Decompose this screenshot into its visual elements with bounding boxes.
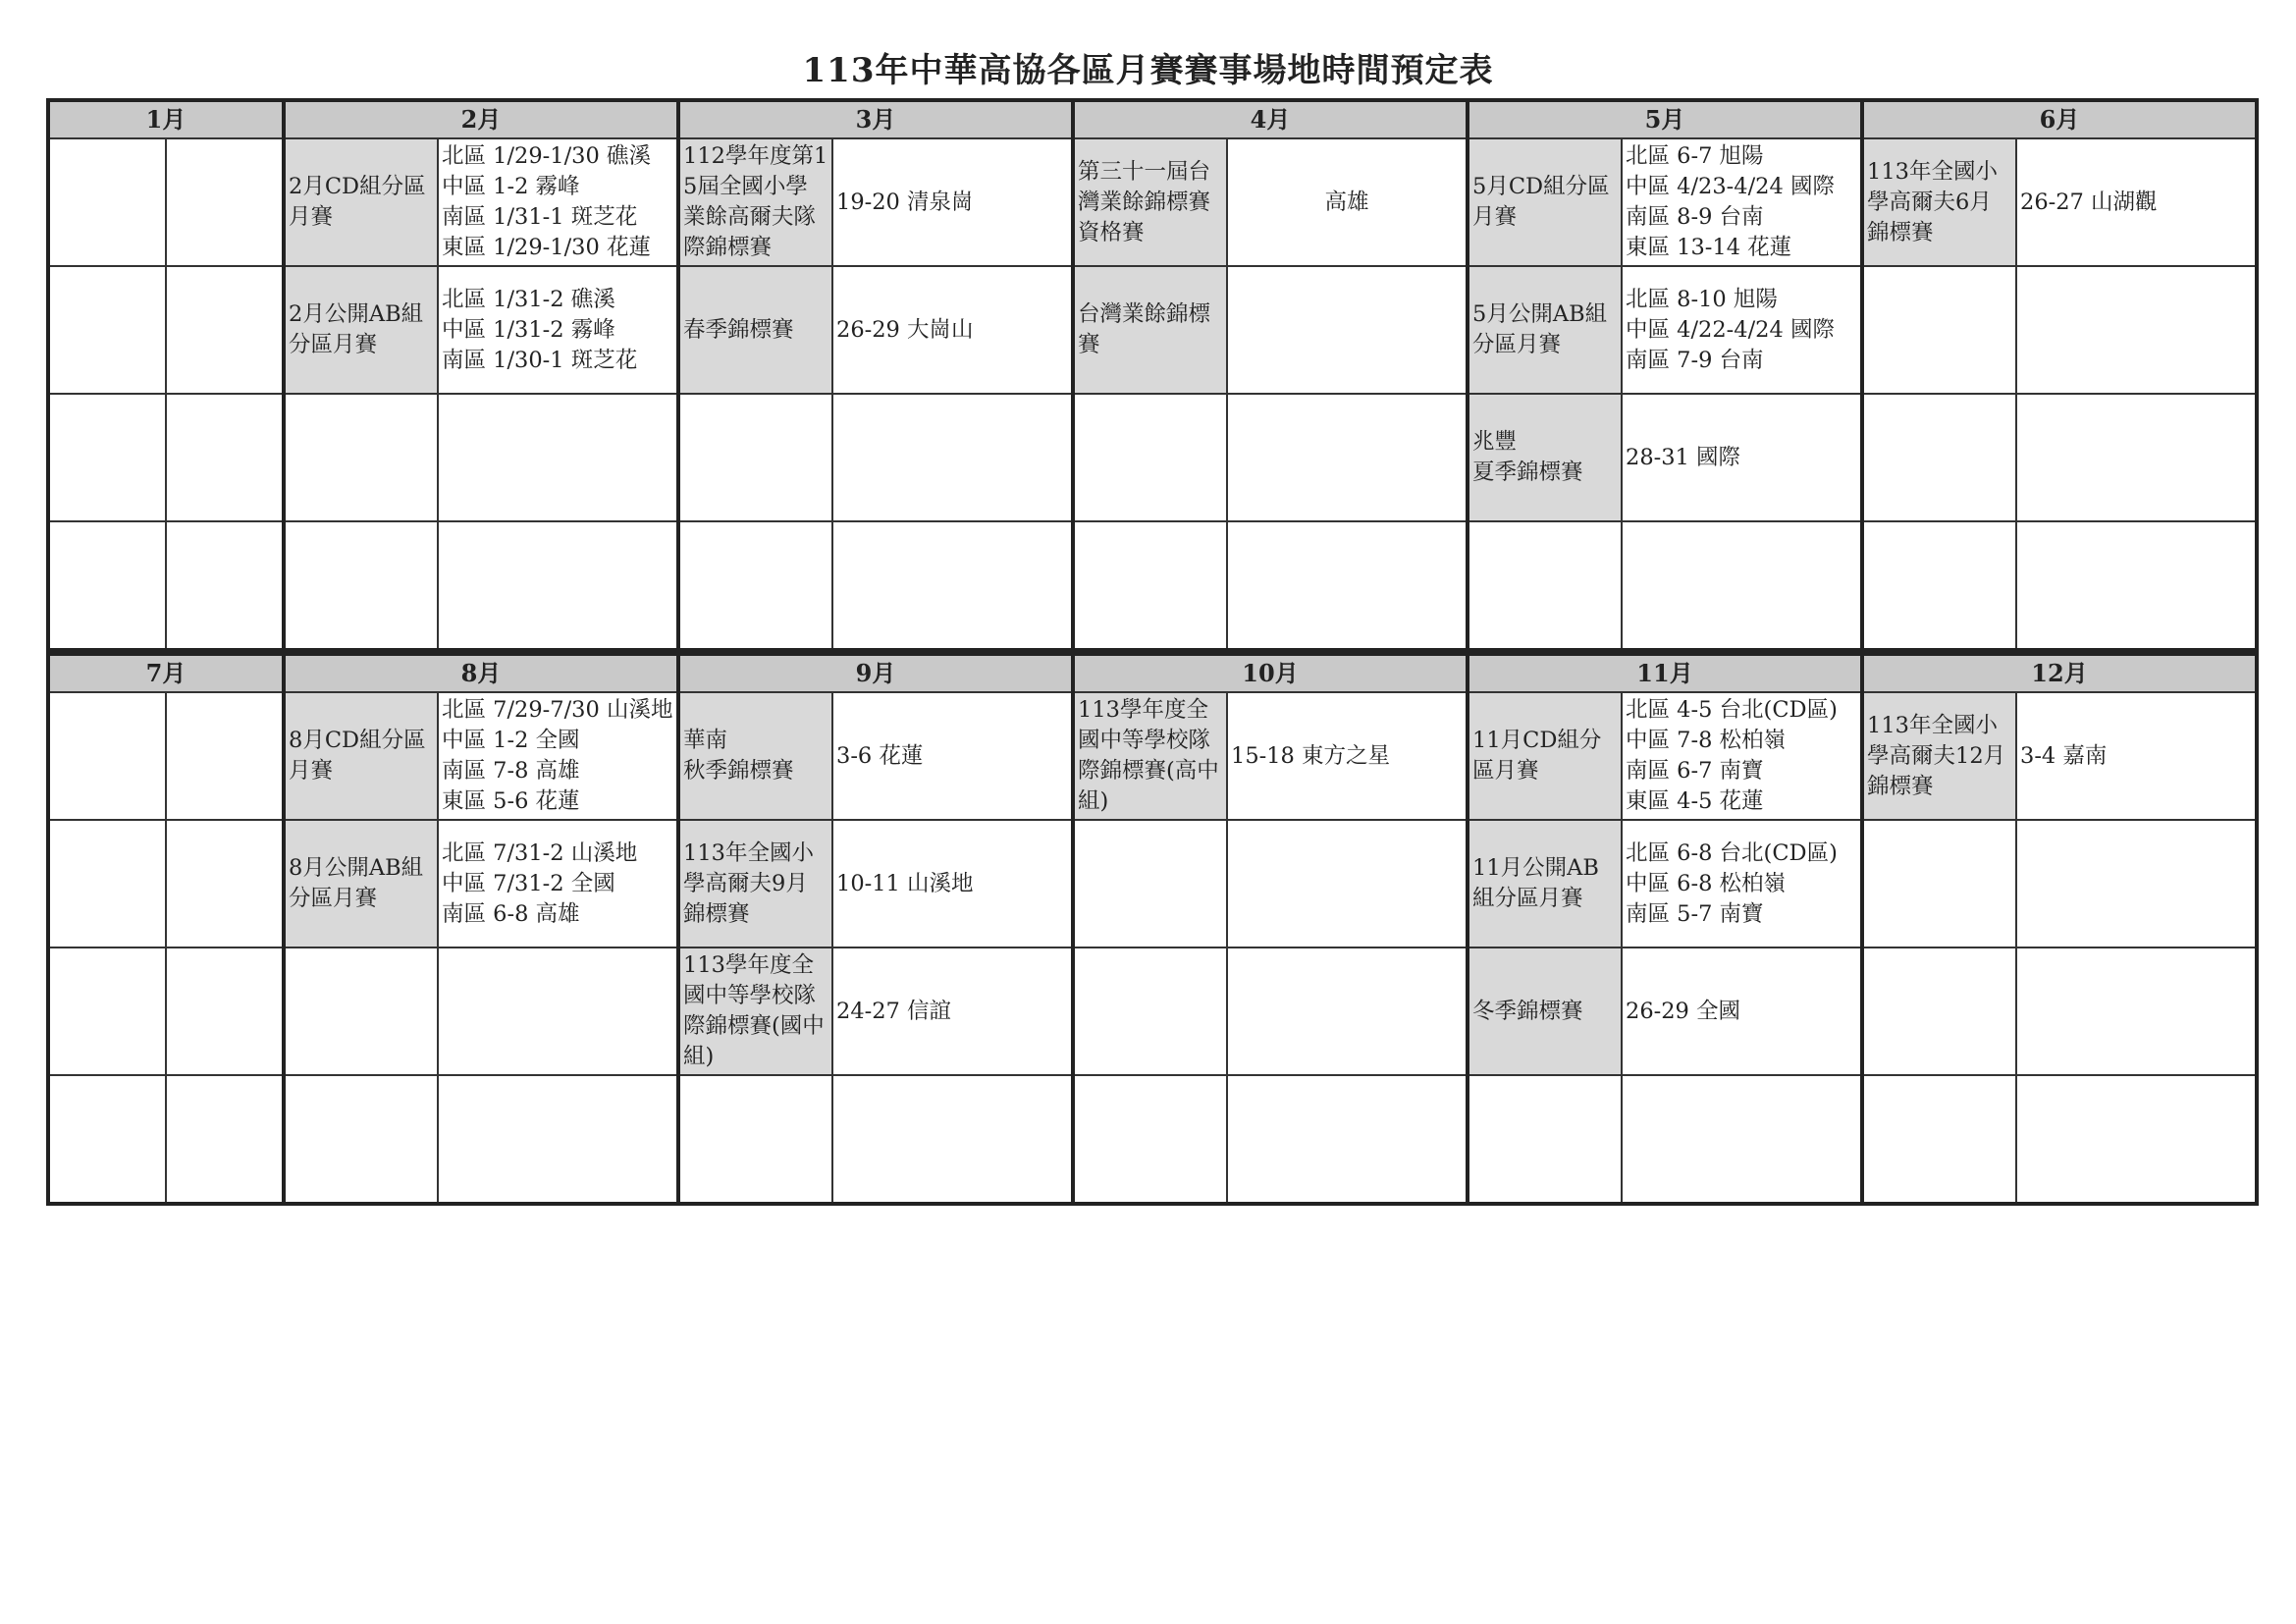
schedule-row — [48, 1075, 2257, 1204]
month-header: 11月 — [1468, 654, 1862, 692]
event-name-cell: 春季錦標賽 — [678, 266, 832, 394]
date-venue-cell — [438, 692, 678, 820]
event-name-cell — [48, 266, 166, 394]
date-venue-cell — [166, 138, 284, 266]
page-title: 113年中華高協各區月賽賽事場地時間預定表 — [802, 51, 1494, 90]
date-venue-cell — [1622, 1075, 1862, 1204]
event-name-cell — [284, 1075, 438, 1204]
event-name-cell — [678, 521, 832, 650]
date-venue-cell — [832, 692, 1073, 820]
date-venue-cell — [2016, 820, 2257, 947]
event-name-cell: 113年全國小學高爾夫12月錦標賽 — [1862, 692, 2016, 820]
date-venue-cell — [438, 947, 678, 1075]
event-name-cell — [48, 820, 166, 947]
month-header: 1月 — [48, 100, 284, 138]
date-venue-cell — [832, 947, 1073, 1075]
date-venue-cell — [166, 266, 284, 394]
date-venue-cell — [832, 138, 1073, 266]
event-name-cell: 113學年度全國中等學校隊際錦標賽(國中組) — [678, 947, 832, 1075]
date-venue-line: 南區 6-8 高雄 — [442, 900, 580, 927]
event-name-cell — [284, 521, 438, 650]
event-name-cell — [1073, 820, 1227, 947]
date-venue-cell — [2016, 692, 2257, 820]
event-name-cell: 5月CD組分區月賽 — [1468, 138, 1622, 266]
event-name-cell: 5月公開AB組分區月賽 — [1468, 266, 1622, 394]
schedule-row — [48, 138, 2257, 266]
event-name-cell — [1073, 394, 1227, 521]
date-venue-line: 10-11 山溪地 — [836, 870, 974, 896]
event-name-cell — [1073, 947, 1227, 1075]
month-header: 12月 — [1862, 654, 2257, 692]
date-venue-cell — [2016, 1075, 2257, 1204]
date-venue-line: 中區 1/31-2 霧峰 — [442, 316, 615, 343]
date-venue-line: 3-6 花蓮 — [836, 742, 924, 769]
date-venue-line: 北區 1/31-2 礁溪 — [442, 286, 615, 312]
month-header: 8月 — [284, 654, 678, 692]
event-name-cell — [1862, 1075, 2016, 1204]
date-venue-line: 南區 8-9 台南 — [1626, 204, 1764, 230]
event-name-cell: 113學年度全國中等學校隊際錦標賽(高中組) — [1073, 692, 1227, 820]
date-venue-line: 北區 6-8 台北(CD區) — [1626, 839, 1838, 866]
month-header: 6月 — [1862, 100, 2257, 138]
date-venue-cell — [1622, 947, 1862, 1075]
event-name-cell — [1862, 266, 2016, 394]
date-venue-cell — [832, 394, 1073, 521]
date-venue-line: 28-31 國際 — [1626, 444, 1741, 470]
event-name-cell: 第三十一屆台灣業餘錦標賽資格賽 — [1073, 138, 1227, 266]
date-venue-cell — [438, 521, 678, 650]
date-venue-line: 北區 1/29-1/30 礁溪 — [442, 143, 651, 169]
date-venue-line: 中區 1-2 全國 — [442, 728, 580, 753]
date-venue-line: 高雄 — [1324, 189, 1369, 215]
date-venue-line: 中區 4/23-4/24 國際 — [1626, 174, 1835, 199]
date-venue-cell — [438, 138, 678, 266]
event-name-cell — [48, 138, 166, 266]
date-venue-cell — [166, 947, 284, 1075]
date-venue-line: 南區 7-9 台南 — [1626, 347, 1764, 373]
schedule-table-jul-dec — [46, 652, 2259, 1206]
event-name-cell — [1862, 820, 2016, 947]
event-name-cell — [284, 394, 438, 521]
date-venue-line: 19-20 清泉崗 — [836, 189, 974, 215]
event-name-cell — [48, 1075, 166, 1204]
event-name-cell: 113年全國小學高爾夫6月錦標賽 — [1862, 138, 2016, 266]
month-header: 10月 — [1073, 654, 1468, 692]
date-venue-line: 北區 4-5 台北(CD區) — [1626, 697, 1838, 723]
date-venue-cell — [1622, 394, 1862, 521]
date-venue-line: 北區 6-7 旭陽 — [1626, 143, 1764, 169]
month-header: 2月 — [284, 100, 678, 138]
date-venue-line: 東區 4-5 花蓮 — [1626, 788, 1764, 814]
date-venue-cell — [2016, 521, 2257, 650]
date-venue-cell — [2016, 138, 2257, 266]
event-name-cell: 2月公開AB組分區月賽 — [284, 266, 438, 394]
date-venue-cell — [166, 820, 284, 947]
event-name-cell: 8月CD組分區月賽 — [284, 692, 438, 820]
date-venue-line: 中區 4/22-4/24 國際 — [1626, 316, 1835, 343]
event-name-cell: 台灣業餘錦標賽 — [1073, 266, 1227, 394]
date-venue-line: 東區 1/29-1/30 花蓮 — [442, 235, 651, 260]
date-venue-cell — [832, 266, 1073, 394]
date-venue-line: 15-18 東方之星 — [1231, 742, 1391, 769]
date-venue-line: 中區 7/31-2 全國 — [442, 870, 615, 896]
schedule-row — [48, 692, 2257, 820]
date-venue-cell — [438, 820, 678, 947]
event-name-cell — [284, 947, 438, 1075]
schedule-row — [48, 266, 2257, 394]
date-venue-cell — [2016, 947, 2257, 1075]
date-venue-cell — [1227, 138, 1468, 266]
date-venue-cell — [438, 394, 678, 521]
date-venue-line: 26-29 全國 — [1626, 998, 1741, 1024]
date-venue-line: 26-27 山湖觀 — [2020, 189, 2158, 215]
month-header-row — [48, 654, 2257, 692]
month-header: 3月 — [678, 100, 1073, 138]
date-venue-cell — [832, 1075, 1073, 1204]
date-venue-cell — [438, 1075, 678, 1204]
date-venue-cell — [2016, 394, 2257, 521]
date-venue-line: 南區 1/30-1 斑芝花 — [442, 347, 638, 373]
event-name-cell: 112學年度第15屆全國小學業餘高爾夫隊際錦標賽 — [678, 138, 832, 266]
date-venue-line: 24-27 信誼 — [836, 998, 952, 1024]
date-venue-cell — [166, 1075, 284, 1204]
schedule-table-jan-jun — [46, 98, 2259, 652]
event-name-cell: 8月公開AB組分區月賽 — [284, 820, 438, 947]
event-name-cell: 113年全國小學高爾夫9月錦標賽 — [678, 820, 832, 947]
date-venue-cell — [1227, 521, 1468, 650]
date-venue-line: 3-4 嘉南 — [2020, 742, 2108, 769]
event-name-cell — [1468, 1075, 1622, 1204]
date-venue-cell — [832, 521, 1073, 650]
event-name-cell — [1862, 947, 2016, 1075]
event-name-cell — [48, 521, 166, 650]
date-venue-cell — [1622, 138, 1862, 266]
date-venue-line: 中區 1-2 霧峰 — [442, 174, 580, 199]
date-venue-line: 中區 6-8 松柏嶺 — [1626, 870, 1787, 896]
date-venue-cell — [1622, 692, 1862, 820]
date-venue-line: 26-29 大崗山 — [836, 316, 974, 343]
month-header-row — [48, 100, 2257, 138]
event-name-cell: 11月公開AB組分區月賽 — [1468, 820, 1622, 947]
event-name-cell: 華南 秋季錦標賽 — [678, 692, 832, 820]
date-venue-line: 北區 8-10 旭陽 — [1626, 286, 1778, 312]
event-name-cell — [678, 394, 832, 521]
date-venue-cell — [1622, 266, 1862, 394]
schedule-row — [48, 521, 2257, 650]
month-header: 4月 — [1073, 100, 1468, 138]
date-venue-cell — [1227, 266, 1468, 394]
schedule-row — [48, 394, 2257, 521]
date-venue-cell — [1622, 521, 1862, 650]
event-name-cell — [1073, 1075, 1227, 1204]
date-venue-cell — [438, 266, 678, 394]
date-venue-cell — [1622, 820, 1862, 947]
date-venue-cell — [166, 521, 284, 650]
date-venue-cell — [2016, 266, 2257, 394]
date-venue-cell — [166, 394, 284, 521]
event-name-cell — [1862, 394, 2016, 521]
date-venue-line: 南區 1/31-1 斑芝花 — [442, 204, 638, 230]
date-venue-cell — [1227, 394, 1468, 521]
event-name-cell — [1073, 521, 1227, 650]
date-venue-line: 南區 6-7 南寶 — [1626, 758, 1764, 784]
schedule-row — [48, 947, 2257, 1075]
event-name-cell — [48, 947, 166, 1075]
date-venue-line: 南區 7-8 高雄 — [442, 758, 580, 784]
event-name-cell — [48, 394, 166, 521]
schedule-row — [48, 820, 2257, 947]
date-venue-line: 南區 5-7 南寶 — [1626, 900, 1764, 927]
month-header: 5月 — [1468, 100, 1862, 138]
date-venue-cell — [1227, 820, 1468, 947]
date-venue-cell — [166, 692, 284, 820]
month-header: 9月 — [678, 654, 1073, 692]
date-venue-cell — [832, 820, 1073, 947]
date-venue-line: 東區 13-14 花蓮 — [1626, 235, 1792, 260]
date-venue-cell — [1227, 1075, 1468, 1204]
date-venue-line: 東區 5-6 花蓮 — [442, 788, 580, 814]
event-name-cell — [678, 1075, 832, 1204]
event-name-cell — [1468, 521, 1622, 650]
event-name-cell: 11月CD組分區月賽 — [1468, 692, 1622, 820]
event-name-cell — [1862, 521, 2016, 650]
date-venue-line: 北區 7/31-2 山溪地 — [442, 839, 638, 866]
event-name-cell: 2月CD組分區月賽 — [284, 138, 438, 266]
date-venue-line: 中區 7-8 松柏嶺 — [1626, 728, 1787, 753]
event-name-cell — [48, 692, 166, 820]
date-venue-cell — [1227, 947, 1468, 1075]
month-header: 7月 — [48, 654, 284, 692]
event-name-cell: 冬季錦標賽 — [1468, 947, 1622, 1075]
event-name-cell: 兆豐 夏季錦標賽 — [1468, 394, 1622, 521]
date-venue-line: 北區 7/29-7/30 山溪地 — [442, 697, 673, 723]
date-venue-cell — [1227, 692, 1468, 820]
